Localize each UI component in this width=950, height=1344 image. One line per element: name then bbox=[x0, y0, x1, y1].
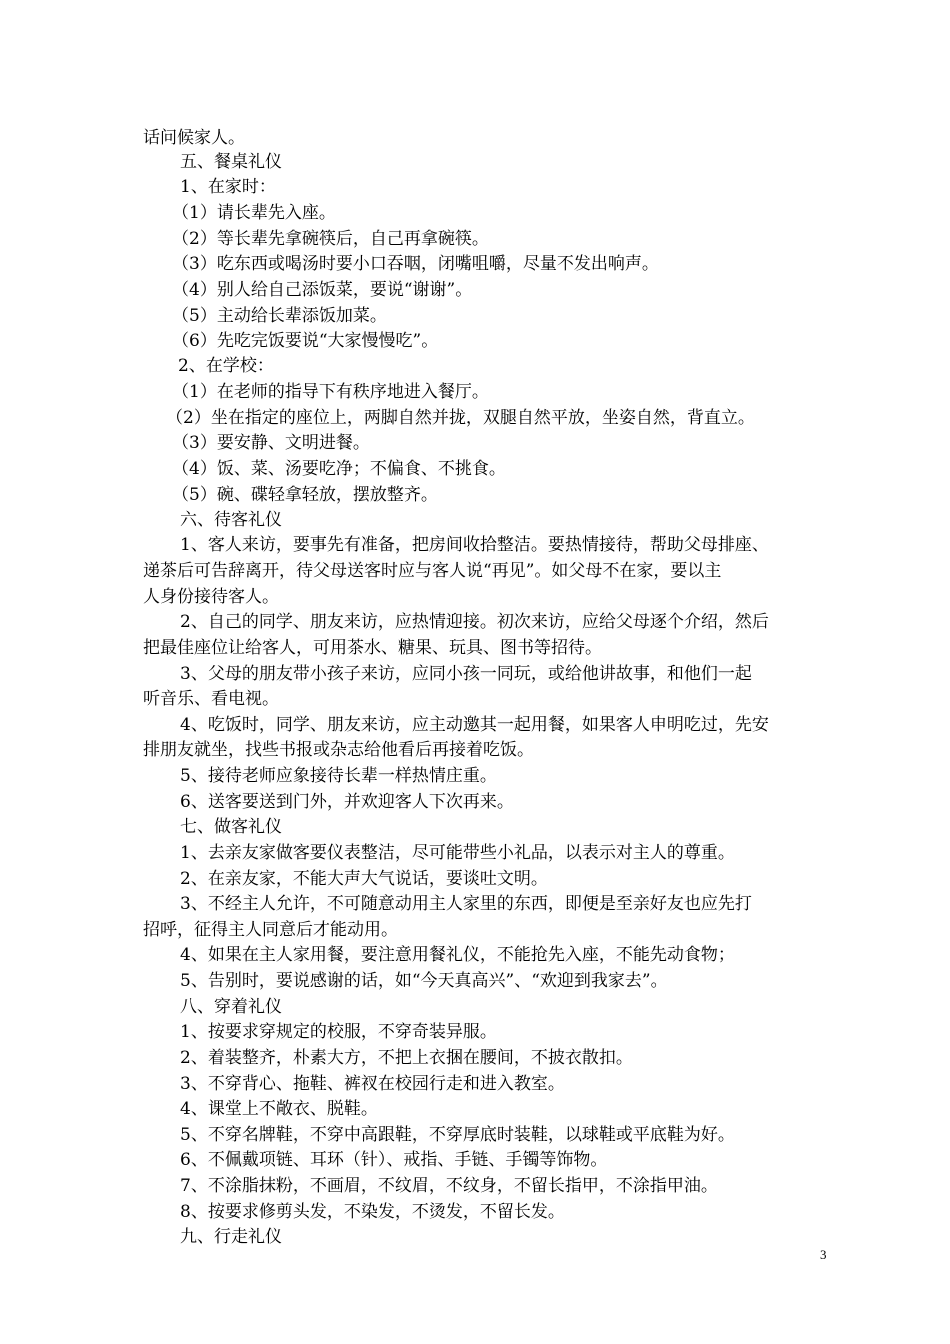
section-heading: 九、行走礼仪 bbox=[180, 1227, 282, 1247]
subsection-heading: 2、在学校： bbox=[178, 356, 274, 376]
paragraph-line: 1、去亲友家做客要仪表整洁，尽可能带些小礼品，以表示对主人的尊重。 bbox=[180, 843, 735, 863]
paragraph-line: 把最佳座位让给客人，可用茶水、糖果、玩具、图书等招待。 bbox=[143, 638, 602, 658]
paragraph-line: 1、客人来访，要事先有准备，把房间收拾整洁。要热情接待，帮助父母排座、 bbox=[180, 535, 769, 555]
paragraph-line: 3、不经主人允许，不可随意动用主人家里的东西，即便是至亲好友也应先打 bbox=[180, 894, 752, 914]
paragraph-line: 8、按要求修剪头发，不染发，不烫发，不留长发。 bbox=[180, 1202, 565, 1222]
paragraph-line: 6、不佩戴项链、耳环（针）、戒指、手链、手镯等饰物。 bbox=[180, 1150, 608, 1170]
paragraph-line: 5、告别时，要说感谢的话，如“今天真高兴”、“欢迎到我家去”。 bbox=[180, 971, 668, 991]
list-item: （4）别人给自己添饭菜，要说“谢谢”。 bbox=[172, 280, 473, 300]
paragraph-line: 7、不涂脂抹粉，不画眉，不纹眉，不纹身，不留长指甲，不涂指甲油。 bbox=[180, 1176, 718, 1196]
paragraph-line: 2、在亲友家，不能大声大气说话，要谈吐文明。 bbox=[180, 869, 548, 889]
paragraph-line: 2、着装整齐，朴素大方，不把上衣捆在腰间，不披衣散扣。 bbox=[180, 1048, 633, 1068]
section-heading: 六、待客礼仪 bbox=[180, 510, 282, 530]
paragraph-line: 人身份接待客人。 bbox=[143, 587, 279, 607]
list-item: （5）主动给长辈添饭加菜。 bbox=[172, 306, 387, 326]
paragraph-line: 5、不穿名牌鞋，不穿中高跟鞋，不穿厚底时装鞋，以球鞋或平底鞋为好。 bbox=[180, 1125, 735, 1145]
list-item: （5）碗、碟轻拿轻放，摆放整齐。 bbox=[172, 485, 438, 505]
paragraph-line: 排朋友就坐，找些书报或杂志给他看后再接着吃饭。 bbox=[143, 740, 534, 760]
paragraph-line: 4、吃饭时，同学、朋友来访，应主动邀其一起用餐，如果客人申明吃过，先安 bbox=[180, 715, 769, 735]
paragraph-line: 3、父母的朋友带小孩子来访，应同小孩一同玩，或给他讲故事，和他们一起 bbox=[180, 664, 752, 684]
section-heading: 五、餐桌礼仪 bbox=[180, 152, 282, 172]
subsection-heading: 1、在家时： bbox=[180, 177, 276, 197]
section-heading: 八、穿着礼仪 bbox=[180, 997, 282, 1017]
section-heading: 七、做客礼仪 bbox=[180, 817, 282, 837]
paragraph-line: 递茶后可告辞离开，待父母送客时应与客人说“再见”。如父母不在家，要以主 bbox=[143, 561, 722, 581]
list-item: （1）请长辈先入座。 bbox=[172, 203, 336, 223]
paragraph-line: 2、自己的同学、朋友来访，应热情迎接。初次来访，应给父母逐个介绍，然后 bbox=[180, 612, 769, 632]
list-item: （6）先吃完饭要说“大家慢慢吃”。 bbox=[172, 331, 439, 351]
list-item: （1）在老师的指导下有秩序地进入餐厅。 bbox=[172, 382, 489, 402]
paragraph-line: 4、如果在主人家用餐，要注意用餐礼仪，不能抢先入座，不能先动食物； bbox=[180, 945, 735, 965]
paragraph-line: 听音乐、看电视。 bbox=[143, 689, 279, 709]
list-item: （2）等长辈先拿碗筷后，自己再拿碗筷。 bbox=[172, 229, 489, 249]
paragraph-line: 1、按要求穿规定的校服，不穿奇装异服。 bbox=[180, 1022, 497, 1042]
list-item: （4）饭、菜、汤要吃净；不偏食、不挑食。 bbox=[172, 459, 506, 479]
list-item: （3）要安静、文明进餐。 bbox=[172, 433, 370, 453]
paragraph-line: 5、接待老师应象接待长辈一样热情庄重。 bbox=[180, 766, 497, 786]
paragraph-line: 4、课堂上不敞衣、脱鞋。 bbox=[180, 1099, 378, 1119]
paragraph-line: 招呼，征得主人同意后才能动用。 bbox=[143, 920, 398, 940]
paragraph-line: 3、不穿背心、拖鞋、裤衩在校园行走和进入教室。 bbox=[180, 1074, 565, 1094]
paragraph-line: 6、送客要送到门外，并欢迎客人下次再来。 bbox=[180, 792, 514, 812]
page-number: 3 bbox=[820, 1247, 827, 1262]
text-line: 话问候家人。 bbox=[143, 128, 245, 148]
list-item: （3）吃东西或喝汤时要小口吞咽，闭嘴咀嚼，尽量不发出响声。 bbox=[172, 254, 659, 274]
list-item: （2）坐在指定的座位上，两脚自然并拢，双腿自然平放，坐姿自然，背直立。 bbox=[166, 408, 755, 428]
